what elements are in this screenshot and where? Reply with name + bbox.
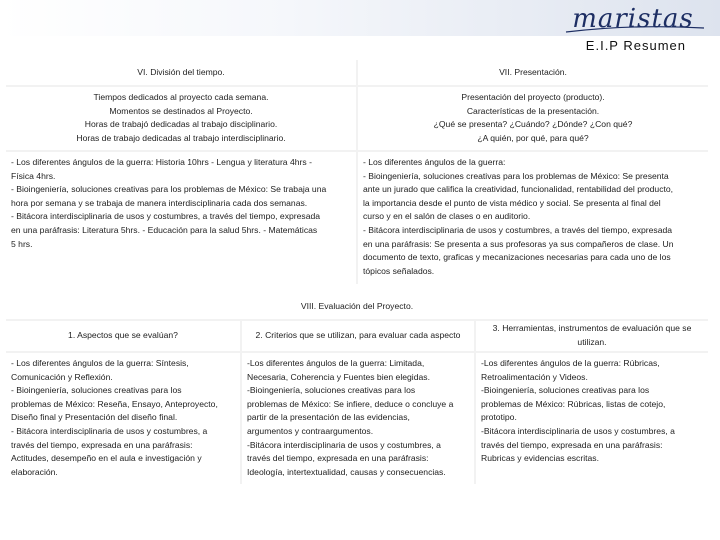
col1-line: - Los diferentes ángulos de la guerra: Síntesis,: [11, 358, 189, 368]
col3-line: -Bitácora interdisciplinaria de usos y costumbres, a: [481, 425, 675, 436]
detail-line: - Bioingeniería, soluciones creativas para los problemas de México: Se trabaja una: [11, 184, 327, 195]
section-vi-detail: [6, 152, 356, 284]
col3-heading-line: 3. Herramientas, instrumentos de evaluación que se: [492, 323, 692, 334]
col2-heading: [242, 321, 474, 351]
col3-line: -Los diferentes ángulos de la guerra: Rúbricas,: [481, 358, 660, 368]
section-vii-heading-text: VII. Presentación.: [499, 66, 567, 77]
section-vi-heading-text: VI. División del tiempo.: [137, 66, 225, 77]
col2-line: argumentos y contraargumentos.: [247, 425, 374, 436]
summary-line: Presentación del proyecto (producto).: [461, 92, 605, 102]
col1-line: - Bioingeniería, soluciones creativas para los: [11, 385, 182, 396]
evaluation-panel: [6, 294, 708, 484]
col1-heading-text: 1. Aspectos que se evalúan?: [68, 330, 178, 341]
col2-line: -Los diferentes ángulos de la guerra: Limitada,: [247, 358, 425, 368]
col2-body: [242, 353, 474, 484]
col1-line: - Bitácora interdisciplinaria de usos y costumbres, a: [11, 425, 208, 436]
summary-line: ¿A quién, por qué, para qué?: [477, 132, 589, 143]
col3-body: [476, 353, 708, 484]
detail-line: curso y en el salón de clases o en auditorio.: [363, 211, 531, 222]
col1-line: Actitudes, desempeño en el aula e investigación y: [11, 453, 202, 464]
section-viii-heading: [6, 294, 708, 319]
section-viii-heading-text: VIII. Evaluación del Proyecto.: [300, 300, 414, 311]
summary-line: ¿Qué se presenta? ¿Cuándo? ¿Dónde? ¿Con qué?: [433, 119, 633, 130]
summary-line: Características de la presentación.: [466, 105, 600, 116]
col1-line: Diseño final y Presentación del diseño final.: [11, 412, 178, 423]
col3-line: prototipo.: [481, 412, 517, 423]
col1-line: través del tiempo, expresada en una paráfrasis:: [11, 439, 193, 450]
section-vii-summary: [358, 87, 708, 150]
col1-line: problemas de México: Reseña, Ensayo, Anteproyecto,: [11, 398, 218, 409]
col2-line: partir de la presentación de las evidencias,: [247, 412, 410, 423]
col3-line: Retroalimentación y Videos.: [481, 371, 588, 382]
summary-line: Tiempos dedicados al proyecto cada semana.: [93, 92, 269, 102]
summary-line: Horas de trabajo dedicadas al trabajo interdisciplinario.: [76, 132, 286, 143]
col3-heading: [476, 321, 708, 351]
maristas-logo: [558, 2, 708, 36]
detail-line: - Los diferentes ángulos de la guerra: Historia 10hrs - Lengua y literatura 4hrs -: [11, 157, 312, 167]
logo-text: maristas: [572, 4, 694, 34]
detail-line: Física 4hrs.: [11, 170, 56, 181]
col1-line: elaboración.: [11, 466, 58, 477]
col2-line: -Bitácora interdisciplinaria de usos y costumbres, a: [247, 439, 441, 450]
detail-line: - Los diferentes ángulos de la guerra:: [363, 157, 506, 167]
detail-line: tópicos señalados.: [363, 265, 435, 276]
col1-line: Comunicación y Reflexión.: [11, 371, 113, 382]
col3-line: problemas de México: Rúbricas, listas de cotejo,: [481, 398, 666, 409]
detail-line: - Bioingeniería, soluciones creativas para los problemas de México: Se presenta: [363, 170, 669, 181]
detail-line: en una paráfrasis: Se presenta a sus profesoras ya sus compañeros de clase. Un: [363, 238, 674, 249]
summary-line: Horas de trabajó dedicadas al trabajo disciplinario.: [84, 119, 278, 130]
detail-line: documento de texto, graficas y mecanizaciones necesarias para cada uno de los: [363, 252, 671, 263]
detail-line: hora por semana y se trabaja de manera interdisciplinaria cada dos semanas.: [11, 197, 308, 208]
time-presentation-panel: [6, 60, 708, 284]
col2-heading-text: 2. Criterios que se utilizan, para evaluar cada aspecto: [255, 330, 461, 341]
col3-line: Rubricas y evidencias escritas.: [481, 453, 599, 464]
section-vii-heading: [358, 60, 708, 85]
detail-line: 5 hrs.: [11, 238, 33, 249]
col3-heading-line: utilizan.: [577, 337, 607, 347]
col2-line: Necesaria, Coherencia y Fuentes bien elegidas.: [247, 371, 430, 382]
section-vii-detail: [358, 152, 708, 284]
col1-heading: [6, 321, 240, 351]
col2-line: Ideología, intertextualidad, causas y consecuencias.: [247, 466, 446, 477]
col3-line: través del tiempo, expresada en una paráfrasis:: [481, 439, 663, 450]
col3-line: -Bioingeniería, soluciones creativas para los: [481, 385, 650, 396]
col2-line: problemas de México: Se infiere, deduce o concluye a: [247, 398, 454, 409]
detail-line: - Bitácora interdisciplinaria de usos y costumbres, a través del tiempo, expresada: [363, 224, 673, 235]
section-vi-heading: [6, 60, 356, 85]
detail-line: la importancia desde el punto de vista médico y social. Se presenta al final del: [363, 197, 661, 208]
detail-line: - Bitácora interdisciplinaria de usos y costumbres, a través del tiempo, expresada: [11, 211, 321, 222]
page-title: E.I.P Resumen: [585, 38, 686, 53]
col1-body: [6, 353, 240, 484]
section-vi-summary: [6, 87, 356, 150]
col2-line: -Bioingeniería, soluciones creativas para los: [247, 385, 416, 396]
col2-line: través del tiempo, expresada en una paráfrasis:: [247, 453, 429, 464]
summary-line: Momentos se destinados al Proyecto.: [109, 105, 253, 116]
detail-line: ante un jurado que califica la creatividad, funcionalidad, rentabilidad del producto,: [363, 184, 674, 195]
detail-line: en una paráfrasis: Literatura 5hrs. - Educación para la salud 5hrs. - Matemáticas: [11, 224, 318, 235]
